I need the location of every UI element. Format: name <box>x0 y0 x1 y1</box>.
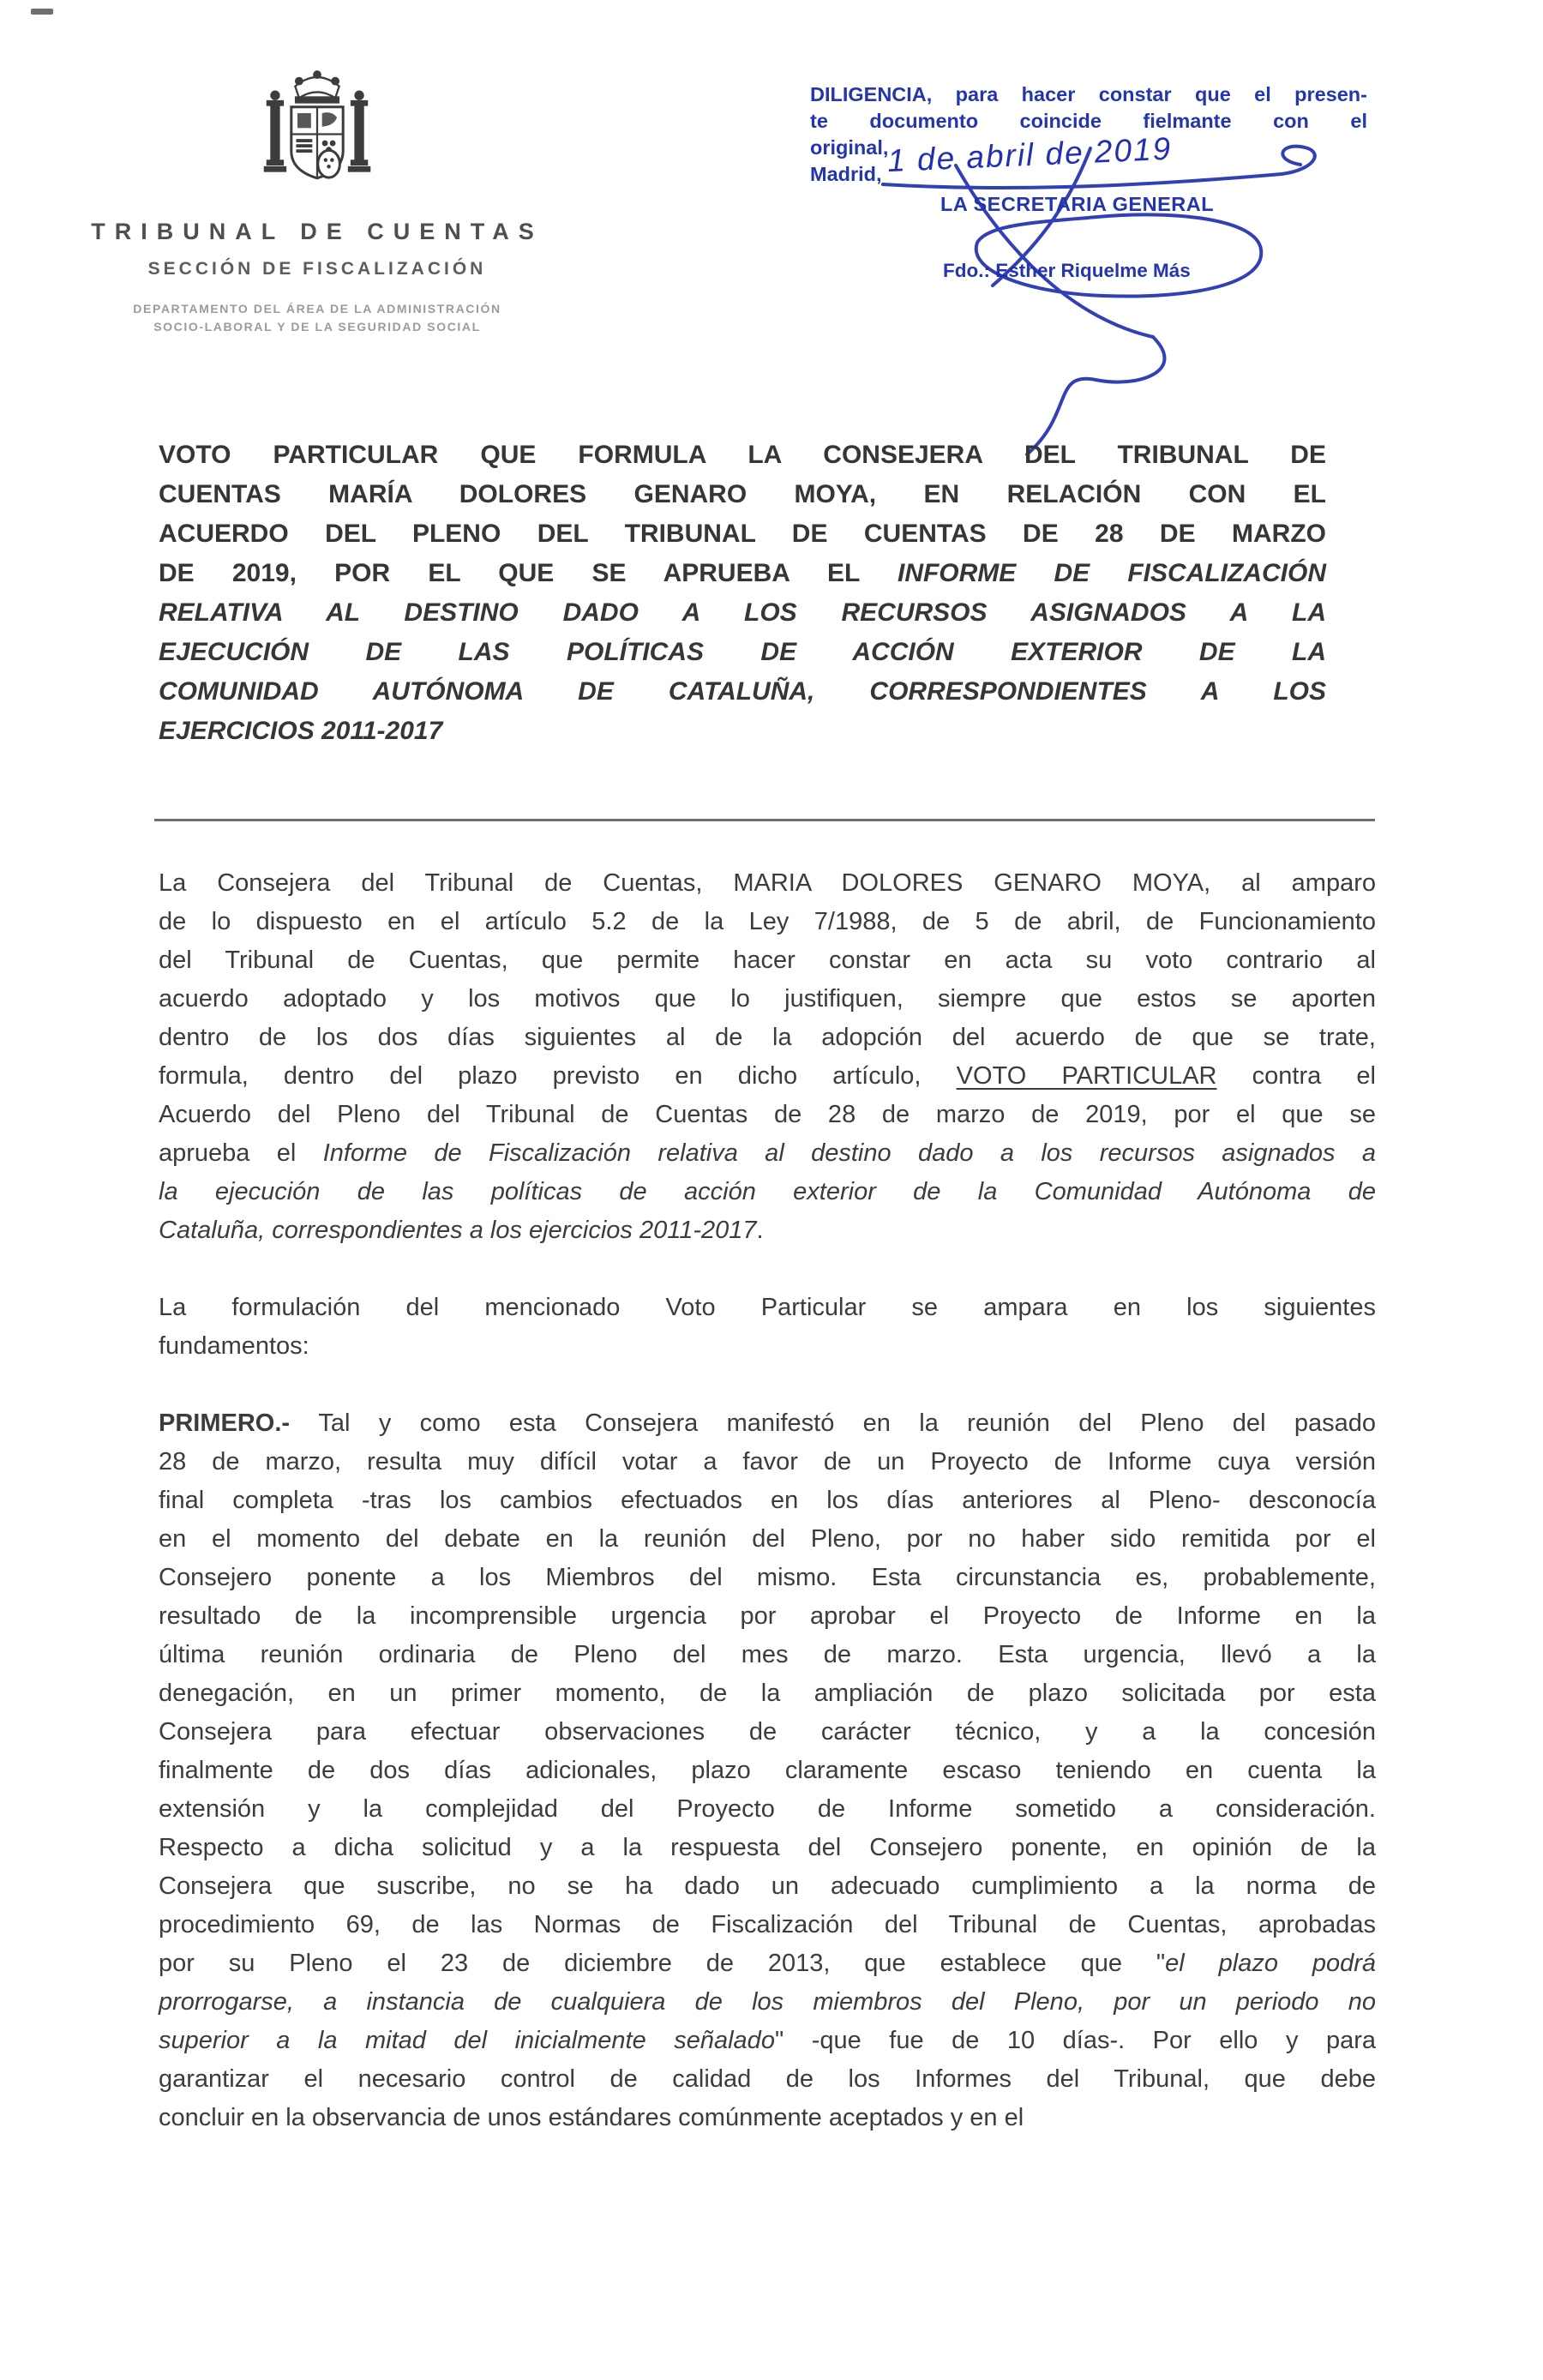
text-line: extensión y la complejidad del Proyecto de Informe sometido a consideración. <box>159 1795 1376 1823</box>
text-line: La formulación del mencionado Voto Particular se ampara en los siguientes <box>159 1294 1376 1321</box>
text-line: DE 2019, POR EL QUE SE APRUEBA EL INFORME DE FISCALIZACIÓN <box>159 559 1327 587</box>
letterhead <box>47 67 587 336</box>
department-line: DEPARTAMENTO DEL ÁREA DE LA ADMINISTRACIÓN <box>133 302 501 316</box>
paragraph-intro <box>159 864 1376 1250</box>
text-line: PRIMERO.- Tal y como esta Consejera manifestó en la reunión del Pleno del pasado <box>159 1409 1376 1437</box>
text-line: fundamentos: <box>159 1332 309 1360</box>
text-line: EJECUCIÓN DE LAS POLÍTICAS DE ACCIÓN EXTERIOR DE LA <box>159 638 1326 666</box>
text-line: Consejera para efectuar observaciones de carácter técnico, y a la concesión <box>159 1718 1376 1746</box>
text-line: última reunión ordinaria de Pleno del mes de marzo. Esta urgencia, llevó a la <box>159 1641 1376 1668</box>
text-line: procedimiento 69, de las Normas de Fiscalización del Tribunal de Cuentas, aprobadas <box>159 1911 1376 1938</box>
text-line: formula, dentro del plazo previsto en dicho artículo, VOTO PARTICULAR contra el <box>159 1062 1376 1090</box>
text-line: CUENTAS MARÍA DOLORES GENARO MOYA, EN RELACIÓN CON EL <box>159 480 1326 508</box>
stamp-city-line: Madrid, <box>810 163 882 185</box>
text-line: de lo dispuesto en el artículo 5.2 de la Ley 7/1988, de 5 de abril, de Funcionamiento <box>159 908 1376 935</box>
text-line: en el momento del debate en la reunión del Pleno, por no haber sido remitida por el <box>159 1525 1376 1553</box>
stamp-secretary-title: LA SECRETARIA GENERAL <box>940 193 1215 215</box>
department-line: SOCIO-LABORAL Y DE LA SEGURIDAD SOCIAL <box>153 320 481 334</box>
handwritten-date: 1 de abril de 2019 <box>886 130 1174 179</box>
text-line: denegación, en un primer momento, de la ampliación de plazo solicitada por esta <box>159 1680 1376 1707</box>
text-line: prorrogarse, a instancia de cualquiera de los miembros del Pleno, por un periodo no <box>159 1988 1376 2016</box>
text-line: La Consejera del Tribunal de Cuentas, MARIA DOLORES GENARO MOYA, al amparo <box>159 869 1376 897</box>
stamp-line: te documento coincide fielmante con el <box>810 110 1367 132</box>
text-line: por su Pleno el 23 de diciembre de 2013, que establece que "el plazo podrá <box>159 1950 1377 1977</box>
stamp-signed-by: Fdo.: Esther Riquelme Más <box>943 260 1191 281</box>
diligencia-stamp <box>810 81 1367 284</box>
scan-artifact <box>31 9 53 15</box>
text-line: Acuerdo del Pleno del Tribunal de Cuentas de 28 de marzo de 2019, por el que se <box>159 1101 1376 1128</box>
horizontal-rule <box>154 819 1375 821</box>
text-line: Respecto a dicha solicitud y a la respuesta del Consejero ponente, en opinión de la <box>159 1834 1376 1861</box>
stamp-line: DILIGENCIA, para hacer constar que el presen- <box>810 83 1367 105</box>
text-line: superior a la mitad del inicialmente señalado" -que fue de 10 días-. Por ello y para <box>159 2027 1376 2054</box>
department-name <box>47 300 587 336</box>
text-line: VOTO PARTICULAR QUE FORMULA LA CONSEJERA DEL TRIBUNAL DE <box>159 441 1326 469</box>
text-line: dentro de los dos días siguientes al de la adopción del acuerdo de que se trate, <box>159 1024 1376 1051</box>
org-name: TRIBUNAL DE CUENTAS <box>91 219 543 244</box>
text-line: concluir en la observancia de unos estándares comúnmente aceptados y en el <box>159 2104 1024 2131</box>
document-title <box>159 436 1326 751</box>
text-line: acuerdo adoptado y los motivos que lo justifiquen, siempre que estos se aporten <box>159 985 1376 1013</box>
text-line: ACUERDO DEL PLENO DEL TRIBUNAL DE CUENTAS DE 28 DE MARZO <box>159 520 1326 548</box>
text-line: garantizar el necesario control de calidad de los Informes del Tribunal, que debe <box>159 2065 1376 2093</box>
coat-of-arms-icon <box>252 67 382 204</box>
text-line: la ejecución de las políticas de acción exterior de la Comunidad Autónoma de <box>159 1178 1376 1205</box>
text-line: COMUNIDAD AUTÓNOMA DE CATALUÑA, CORRESPONDIENTES A LOS <box>159 677 1326 706</box>
text-line: 28 de marzo, resulta muy difícil votar a favor de un Proyecto de Informe cuya versión <box>159 1448 1376 1475</box>
stamp-line: original, <box>810 136 889 159</box>
section-name: SECCIÓN DE FISCALIZACIÓN <box>147 259 487 279</box>
text-line: finalmente de dos días adicionales, plazo claramente escaso teniendo en cuenta la <box>159 1757 1376 1784</box>
text-line: del Tribunal de Cuentas, que permite hacer constar en acta su voto contrario al <box>159 947 1376 974</box>
text-line: aprueba el Informe de Fiscalización relativa al destino dado a los recursos asignados a <box>159 1139 1376 1167</box>
document-body <box>159 864 1376 2176</box>
text-line: Consejero ponente a los Miembros del mismo. Esta circunstancia es, probablemente, <box>159 1564 1376 1591</box>
paragraph-primero <box>159 1404 1376 2137</box>
paragraph-fundamentos <box>159 1289 1376 1366</box>
text-line: EJERCICIOS 2011-2017 <box>159 717 443 745</box>
text-line: final completa -tras los cambios efectuados en los días anteriores al Pleno- desconocía <box>159 1487 1376 1514</box>
text-line: resultado de la incomprensible urgencia por aprobar el Proyecto de Informe en la <box>159 1602 1376 1630</box>
text-line: RELATIVA AL DESTINO DADO A LOS RECURSOS ASIGNADOS A LA <box>159 598 1326 627</box>
text-line: Cataluña, correspondientes a los ejercicios 2011-2017. <box>159 1217 764 1244</box>
text-line: Consejera que suscribe, no se ha dado un adecuado cumplimiento a la norma de <box>159 1872 1376 1900</box>
